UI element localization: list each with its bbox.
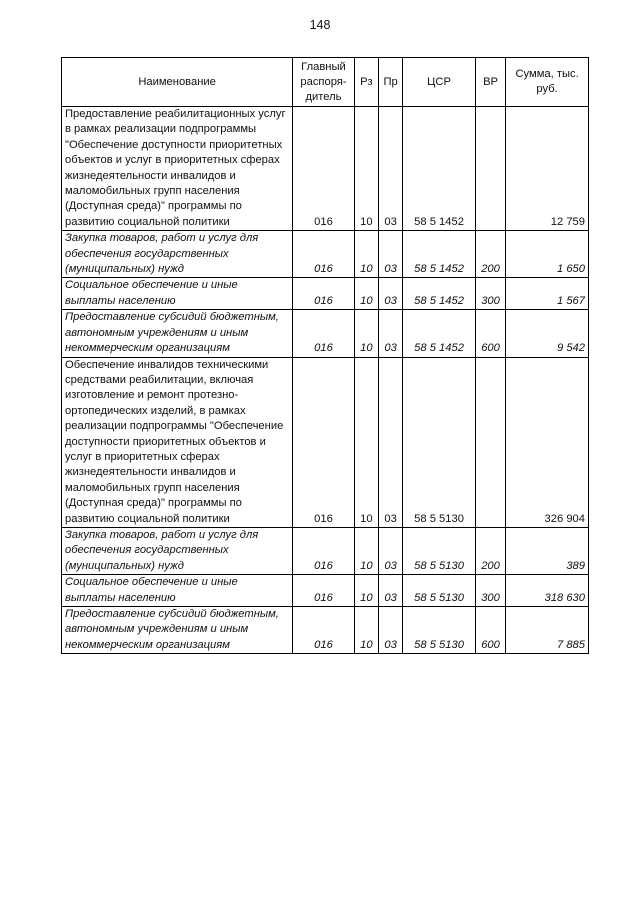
row-vr: 200 <box>475 527 505 574</box>
row-name: Предоставление реабилитационных услуг в рамках реализации подпрограммы "Обеспечение доступности приоритетных объектов и услуг в приоритетных сферах жизнедеятельности инвалидов и маломобильных групп населения (Доступная среда)" программы по развитию социальной политики <box>62 107 293 231</box>
row-rz: 10 <box>354 310 378 357</box>
row-chief: 016 <box>293 607 355 654</box>
row-sum: 389 <box>506 527 589 574</box>
row-csr: 58 5 1452 <box>403 107 476 231</box>
row-sum: 7 885 <box>506 607 589 654</box>
row-name: Закупка товаров, работ и услуг для обеспечения государственных (муниципальных) нужд <box>62 231 293 278</box>
row-name: Закупка товаров, работ и услуг для обеспечения государственных (муниципальных) нужд <box>62 527 293 574</box>
table-row <box>62 357 589 527</box>
row-sum: 326 904 <box>506 357 589 527</box>
row-rz: 10 <box>354 527 378 574</box>
row-name: Социальное обеспечение и иные выплаты населению <box>62 575 293 607</box>
row-sum: 1 650 <box>506 231 589 278</box>
row-vr: 200 <box>475 231 505 278</box>
row-rz: 10 <box>354 278 378 310</box>
header-vr: ВР <box>475 58 505 107</box>
row-name: Предоставление субсидий бюджетным, автономным учреждениям и иным некоммерческим организациям <box>62 607 293 654</box>
row-rz: 10 <box>354 607 378 654</box>
header-pr: Пр <box>378 58 402 107</box>
row-csr: 58 5 1452 <box>403 310 476 357</box>
header-rz: Рз <box>354 58 378 107</box>
row-csr: 58 5 5130 <box>403 575 476 607</box>
row-chief: 016 <box>293 357 355 527</box>
table-row <box>62 107 589 231</box>
row-pr: 03 <box>378 607 402 654</box>
row-sum: 9 542 <box>506 310 589 357</box>
row-chief: 016 <box>293 527 355 574</box>
page-number: 148 <box>309 18 331 32</box>
row-csr: 58 5 5130 <box>403 527 476 574</box>
header-name: Наименование <box>62 58 293 107</box>
row-sum: 318 630 <box>506 575 589 607</box>
row-vr: 600 <box>475 310 505 357</box>
row-vr: 300 <box>475 575 505 607</box>
row-chief: 016 <box>293 575 355 607</box>
table-row <box>62 278 589 310</box>
budget-table <box>61 57 589 654</box>
row-vr: 600 <box>475 607 505 654</box>
table-row <box>62 231 589 278</box>
row-name: Предоставление субсидий бюджетным, автономным учреждениям и иным некоммерческим организациям <box>62 310 293 357</box>
row-vr <box>475 357 505 527</box>
row-pr: 03 <box>378 231 402 278</box>
table-row <box>62 607 589 654</box>
row-csr: 58 5 1452 <box>403 278 476 310</box>
row-sum: 12 759 <box>506 107 589 231</box>
row-rz: 10 <box>354 231 378 278</box>
row-vr: 300 <box>475 278 505 310</box>
row-pr: 03 <box>378 575 402 607</box>
row-sum: 1 567 <box>506 278 589 310</box>
row-rz: 10 <box>354 357 378 527</box>
row-pr: 03 <box>378 527 402 574</box>
header-sum: Сумма, тыс. руб. <box>506 58 589 107</box>
table-row <box>62 527 589 574</box>
row-csr: 58 5 1452 <box>403 231 476 278</box>
header-csr: ЦСР <box>403 58 476 107</box>
row-pr: 03 <box>378 310 402 357</box>
row-chief: 016 <box>293 107 355 231</box>
row-csr: 58 5 5130 <box>403 607 476 654</box>
row-chief: 016 <box>293 278 355 310</box>
row-name: Социальное обеспечение и иные выплаты населению <box>62 278 293 310</box>
table-row <box>62 310 589 357</box>
row-rz: 10 <box>354 575 378 607</box>
table-header-row <box>62 58 589 107</box>
row-chief: 016 <box>293 231 355 278</box>
row-rz: 10 <box>354 107 378 231</box>
row-pr: 03 <box>378 107 402 231</box>
row-vr <box>475 107 505 231</box>
row-pr: 03 <box>378 278 402 310</box>
row-name: Обеспечение инвалидов техническими средствами реабилитации, включая изготовление и ремонт протезно-ортопедических изделий, в рамках реализации подпрограммы "Обеспечение доступности приоритетных объектов и услуг в приоритетных сферах жизнедеятельности инвалидов и маломобильных групп населения (Доступная среда)" программы по развитию социальной политики <box>62 357 293 527</box>
header-chief-administrator: Главный распоря-дитель <box>293 58 355 107</box>
row-chief: 016 <box>293 310 355 357</box>
table-row <box>62 575 589 607</box>
row-pr: 03 <box>378 357 402 527</box>
row-csr: 58 5 5130 <box>403 357 476 527</box>
